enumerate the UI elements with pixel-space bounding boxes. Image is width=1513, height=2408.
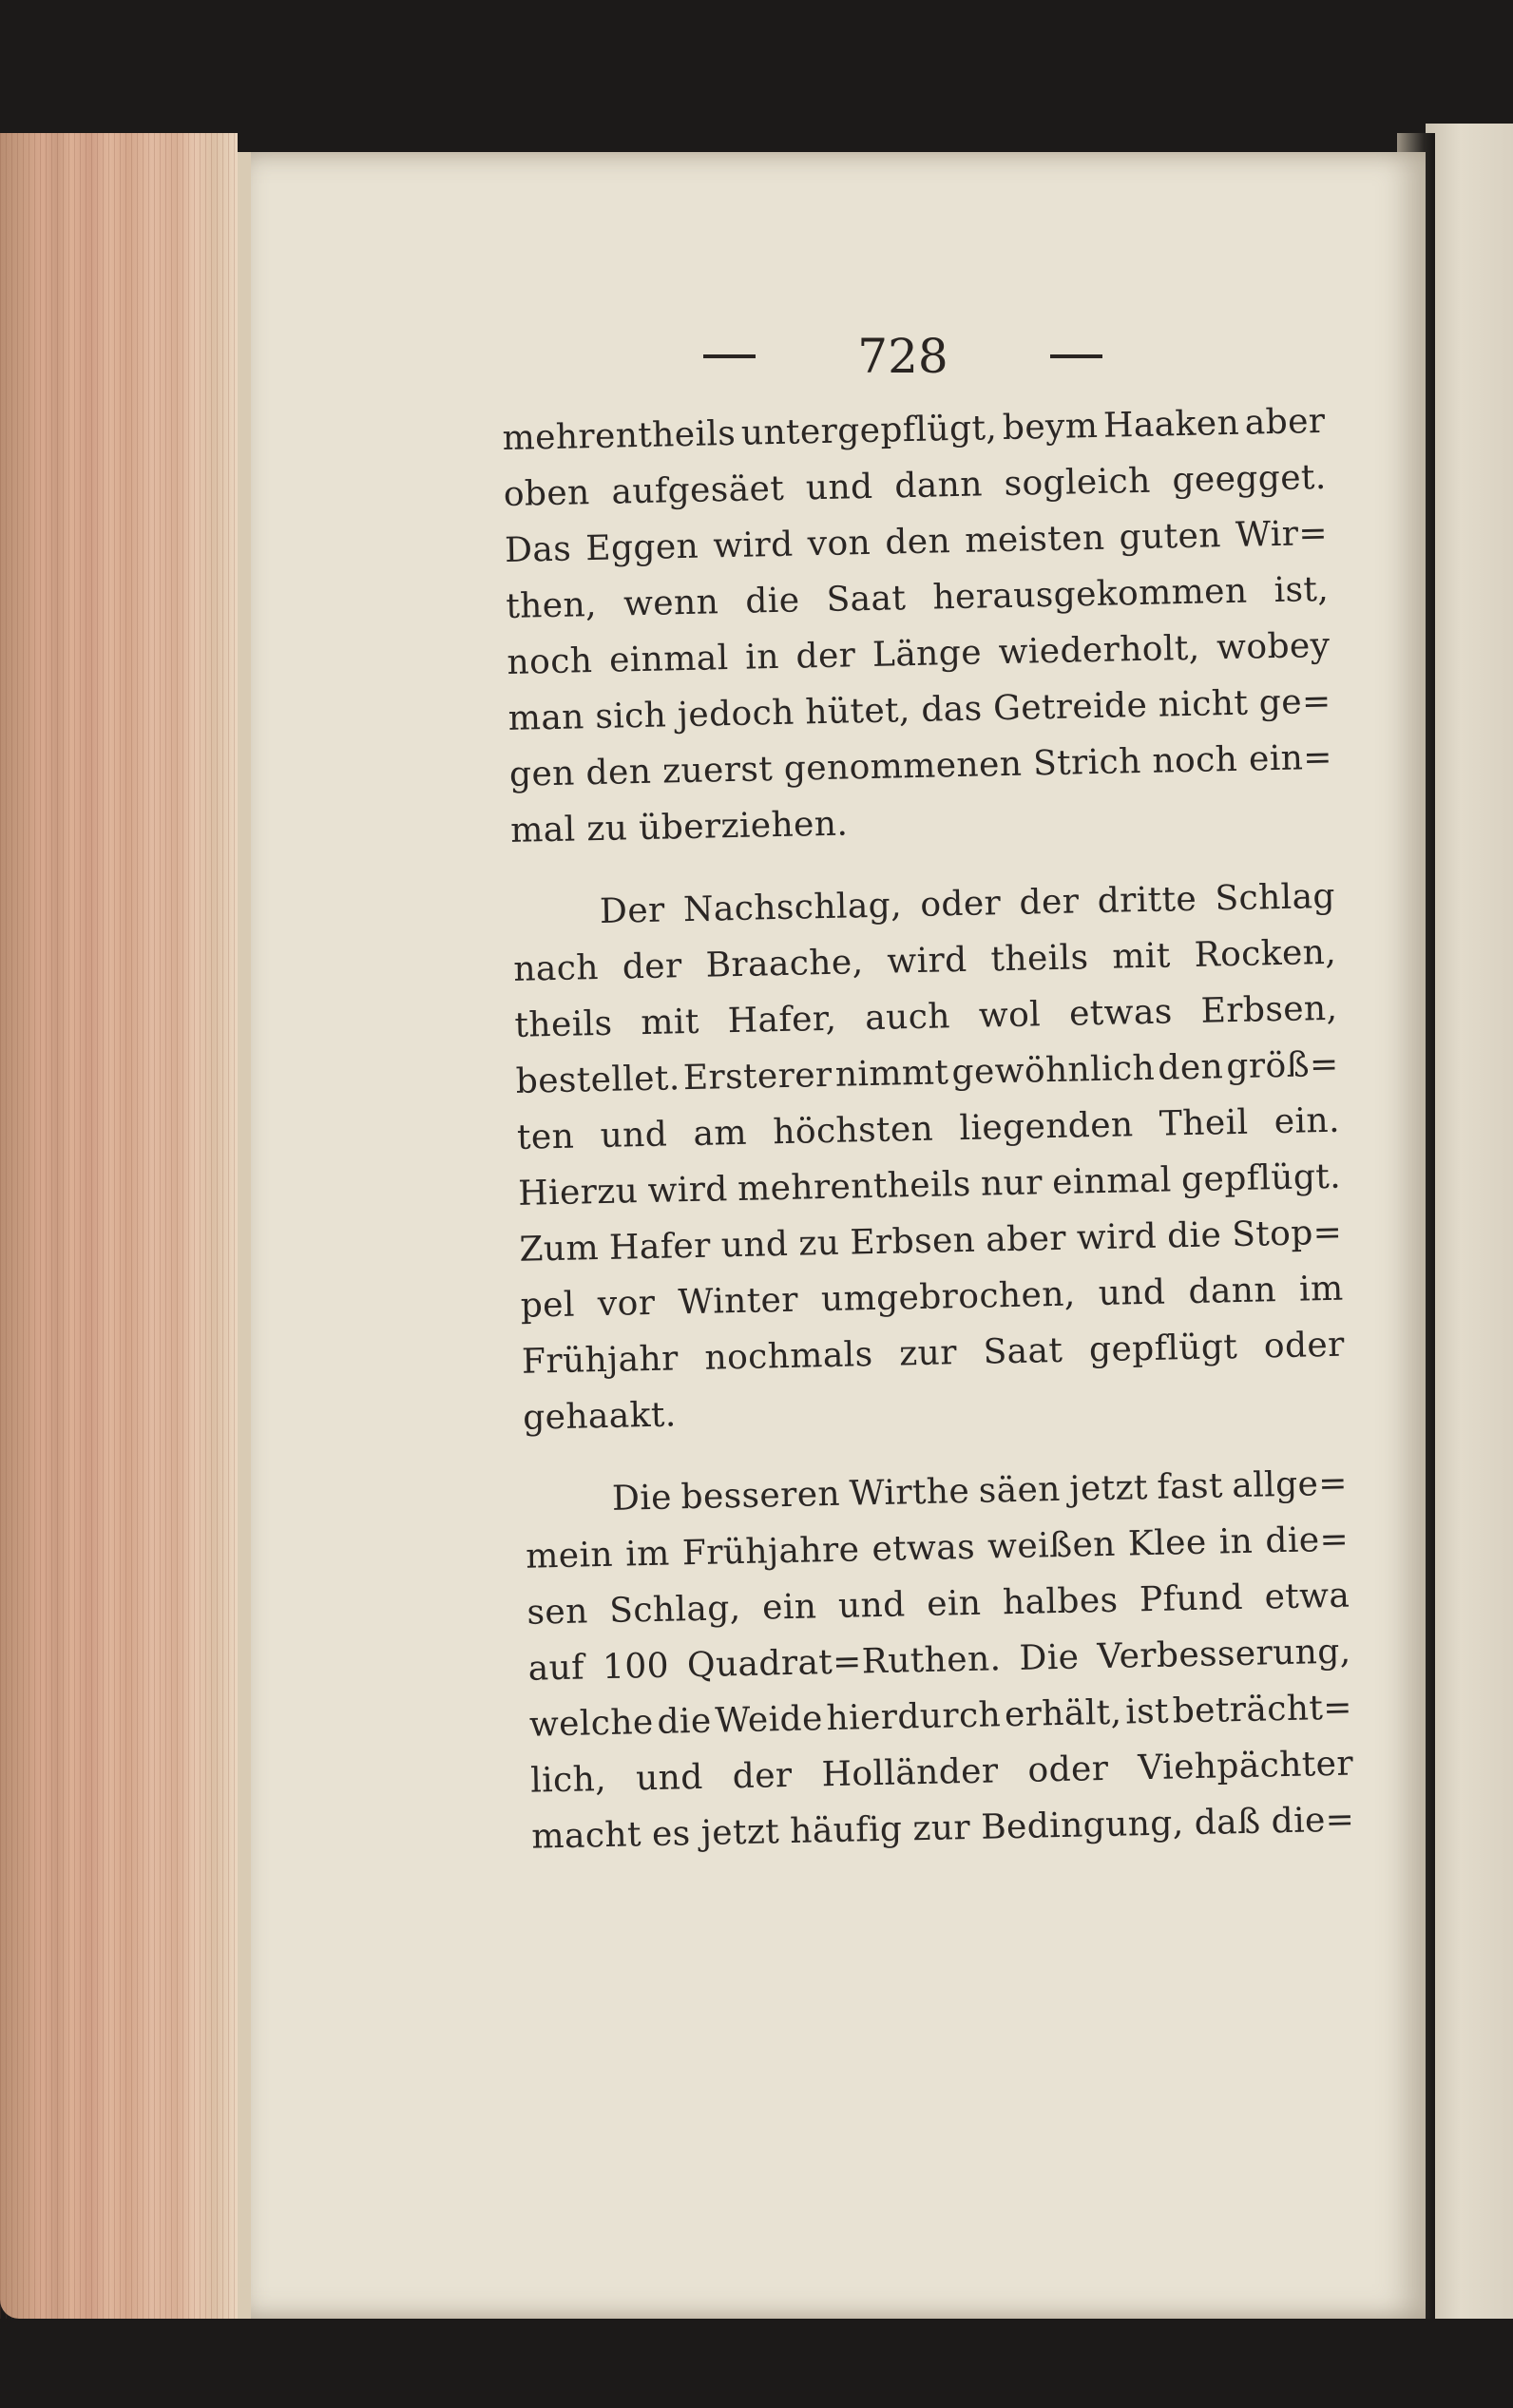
word: den xyxy=(884,522,951,563)
word: nach xyxy=(512,947,600,989)
word: theils xyxy=(514,1003,613,1045)
word: Stop= xyxy=(1231,1213,1343,1255)
word: geegget. xyxy=(1172,457,1328,501)
word: Frühjahre xyxy=(681,1530,860,1574)
word: mit xyxy=(640,1002,700,1043)
text-line: mal zu überziehen. xyxy=(509,804,849,850)
word: im xyxy=(624,1534,671,1575)
word: nochmals xyxy=(704,1335,873,1378)
word: in xyxy=(1218,1521,1254,1562)
word: und xyxy=(837,1585,907,1626)
word: nicht xyxy=(1158,683,1249,725)
word: untergepflügt, xyxy=(740,409,998,453)
word: Saat xyxy=(826,579,907,620)
word: und xyxy=(635,1757,704,1799)
word: Winter xyxy=(678,1280,799,1323)
word: Hafer xyxy=(608,1226,712,1268)
word: und xyxy=(805,467,873,508)
word: aber xyxy=(1244,401,1326,443)
word: dritte xyxy=(1097,879,1197,921)
word: theils xyxy=(990,938,1089,980)
word: Das xyxy=(504,529,572,570)
word: wird xyxy=(712,525,794,566)
word: allge= xyxy=(1231,1463,1349,1506)
word: gewöhnlich xyxy=(951,1048,1156,1093)
word: gen xyxy=(508,754,576,794)
word: Quadrat=Ruthen. xyxy=(686,1639,1002,1686)
word: noch xyxy=(507,641,593,682)
word: Hafer, xyxy=(727,999,837,1042)
word: aufgesäet xyxy=(611,468,785,512)
word: der xyxy=(1019,882,1080,923)
word: wiederholt, xyxy=(998,628,1200,673)
word: ten xyxy=(516,1117,575,1157)
word: wird xyxy=(886,940,968,982)
page-header xyxy=(703,318,1102,394)
word: am xyxy=(693,1113,748,1154)
word: Länge xyxy=(871,633,983,675)
word: mehrentheils xyxy=(737,1164,972,1209)
header-dash-left xyxy=(703,354,756,358)
word: pel xyxy=(520,1285,576,1326)
word: und xyxy=(1098,1272,1166,1314)
word: das xyxy=(920,689,983,730)
word: den xyxy=(585,752,652,793)
word: mit xyxy=(1111,936,1172,977)
word: hütet, xyxy=(804,691,911,733)
word: Pfund xyxy=(1139,1577,1244,1620)
word: sich xyxy=(594,696,667,737)
word: ein= xyxy=(1248,737,1333,779)
word: etwa xyxy=(1264,1576,1350,1617)
page-number: 728 xyxy=(857,329,948,384)
word: häufig xyxy=(789,1809,903,1851)
word: halbes xyxy=(1002,1580,1119,1623)
word: liegenden xyxy=(959,1105,1134,1149)
word: der xyxy=(622,946,683,987)
word: Nachschlag, xyxy=(682,886,903,930)
word: mehrentheils xyxy=(502,413,737,458)
word: meisten xyxy=(964,518,1105,561)
word: mein xyxy=(525,1535,614,1577)
word: Hierzu xyxy=(517,1172,639,1214)
word: zur xyxy=(912,1808,971,1849)
word: dann xyxy=(1188,1271,1277,1312)
word: noch xyxy=(1152,739,1238,781)
paragraph xyxy=(502,393,1334,859)
word: Ersterer xyxy=(682,1055,833,1099)
word: oder xyxy=(919,884,1002,925)
word: Holländer xyxy=(821,1751,999,1795)
page-stack-lines xyxy=(0,133,238,2319)
word: ein. xyxy=(1274,1100,1341,1142)
word: beym xyxy=(1002,406,1099,448)
word: ein xyxy=(926,1583,982,1624)
word: wobey xyxy=(1216,625,1331,668)
word: einmal xyxy=(1051,1160,1173,1203)
word: Eggen xyxy=(584,526,699,569)
word: Schlag, xyxy=(608,1589,741,1631)
word: ge= xyxy=(1258,681,1331,723)
word: und xyxy=(720,1224,789,1266)
page-inner-edge xyxy=(238,152,251,2319)
word: gepflügt xyxy=(1088,1328,1238,1370)
word: höchsten xyxy=(772,1109,934,1153)
word: der xyxy=(732,1755,793,1797)
word: hierdurch xyxy=(826,1695,1002,1739)
word: sogleich xyxy=(1004,461,1152,504)
word: Braache, xyxy=(705,943,864,985)
word: Viehpächter xyxy=(1137,1744,1354,1788)
word: Saat xyxy=(983,1330,1063,1372)
word: jedoch xyxy=(677,693,795,736)
word: fast xyxy=(1157,1466,1224,1507)
word: die= xyxy=(1271,1800,1355,1842)
word: in xyxy=(744,637,780,678)
word: vor xyxy=(597,1283,656,1325)
word: wol xyxy=(978,995,1042,1036)
word: es xyxy=(651,1814,692,1855)
word: Strich xyxy=(1032,741,1142,784)
text-line: gehaakt. xyxy=(522,1395,677,1438)
word: jetzt xyxy=(700,1812,780,1853)
word: Getreide xyxy=(992,685,1148,729)
word: daß xyxy=(1194,1802,1261,1844)
word: weißen xyxy=(986,1524,1117,1567)
word: Wir= xyxy=(1235,513,1329,555)
word: auch xyxy=(864,997,951,1039)
word: erhält, xyxy=(1004,1692,1122,1735)
word: nur xyxy=(980,1163,1044,1204)
word: zur xyxy=(898,1333,958,1374)
word: wenn xyxy=(622,583,719,624)
word: Bedingung, xyxy=(980,1804,1185,1847)
word: man xyxy=(508,698,585,738)
word: die= xyxy=(1265,1519,1350,1561)
word: zuerst xyxy=(661,750,774,792)
word: Der xyxy=(599,890,666,931)
word: genommenen xyxy=(783,744,1023,789)
word: Frühjahr xyxy=(521,1339,680,1382)
word: säen xyxy=(978,1469,1062,1511)
word: Verbesserung, xyxy=(1097,1632,1351,1677)
word: und xyxy=(600,1115,668,1156)
word: die xyxy=(657,1701,713,1742)
word: Haaken xyxy=(1102,403,1240,446)
word: oder xyxy=(1263,1325,1346,1366)
word: sen xyxy=(527,1592,589,1633)
word: etwas xyxy=(1068,992,1174,1034)
word: besseren xyxy=(680,1474,841,1518)
word: 100 xyxy=(602,1646,670,1688)
next-page-edge xyxy=(1426,124,1513,2319)
word: die xyxy=(744,581,800,621)
word: ist, xyxy=(1274,569,1330,611)
word: welche xyxy=(528,1702,655,1745)
word: guten xyxy=(1119,516,1222,558)
word: Erbsen xyxy=(849,1220,976,1263)
word: auf xyxy=(527,1648,585,1689)
word: bestellet. xyxy=(515,1059,681,1101)
word: Klee xyxy=(1127,1522,1207,1564)
word: herausgekommen xyxy=(932,571,1248,618)
word: Die xyxy=(611,1478,673,1519)
word: wird xyxy=(647,1170,729,1211)
word: Weide xyxy=(715,1699,824,1741)
word: den xyxy=(1157,1047,1224,1088)
paragraph xyxy=(524,1456,1354,1865)
word: der xyxy=(795,636,856,677)
word: ein xyxy=(761,1587,817,1628)
word: im xyxy=(1298,1269,1344,1309)
word: ist xyxy=(1124,1691,1170,1732)
word: beträcht= xyxy=(1172,1688,1353,1731)
word: einmal xyxy=(608,639,730,680)
word: Die xyxy=(1019,1637,1080,1678)
word: jetzt xyxy=(1068,1468,1149,1509)
word: macht xyxy=(531,1815,642,1857)
word: größ= xyxy=(1225,1044,1339,1087)
word: die xyxy=(1166,1215,1222,1256)
word: Wirthe xyxy=(849,1471,970,1514)
word: etwas xyxy=(871,1527,976,1570)
word: zu xyxy=(797,1223,840,1264)
word: lich, xyxy=(529,1760,607,1801)
word: nimmt xyxy=(834,1053,949,1095)
word: Erbsen, xyxy=(1200,988,1338,1031)
word: wird xyxy=(1076,1216,1158,1258)
word: Zum xyxy=(519,1229,600,1270)
header-dash-right xyxy=(1050,354,1102,358)
word: oben xyxy=(503,473,591,514)
word: Theil xyxy=(1159,1102,1249,1144)
word: Rocken, xyxy=(1194,932,1337,975)
word: gepflügt. xyxy=(1180,1156,1342,1200)
word: umgebrochen, xyxy=(820,1274,1077,1320)
paragraph xyxy=(511,869,1346,1446)
word: oder xyxy=(1027,1749,1109,1790)
word: dann xyxy=(893,465,984,506)
word: aber xyxy=(985,1218,1067,1260)
word: then, xyxy=(505,584,598,626)
word: Schlag xyxy=(1215,876,1336,919)
word: von xyxy=(807,523,871,564)
body-text xyxy=(502,393,1355,1865)
